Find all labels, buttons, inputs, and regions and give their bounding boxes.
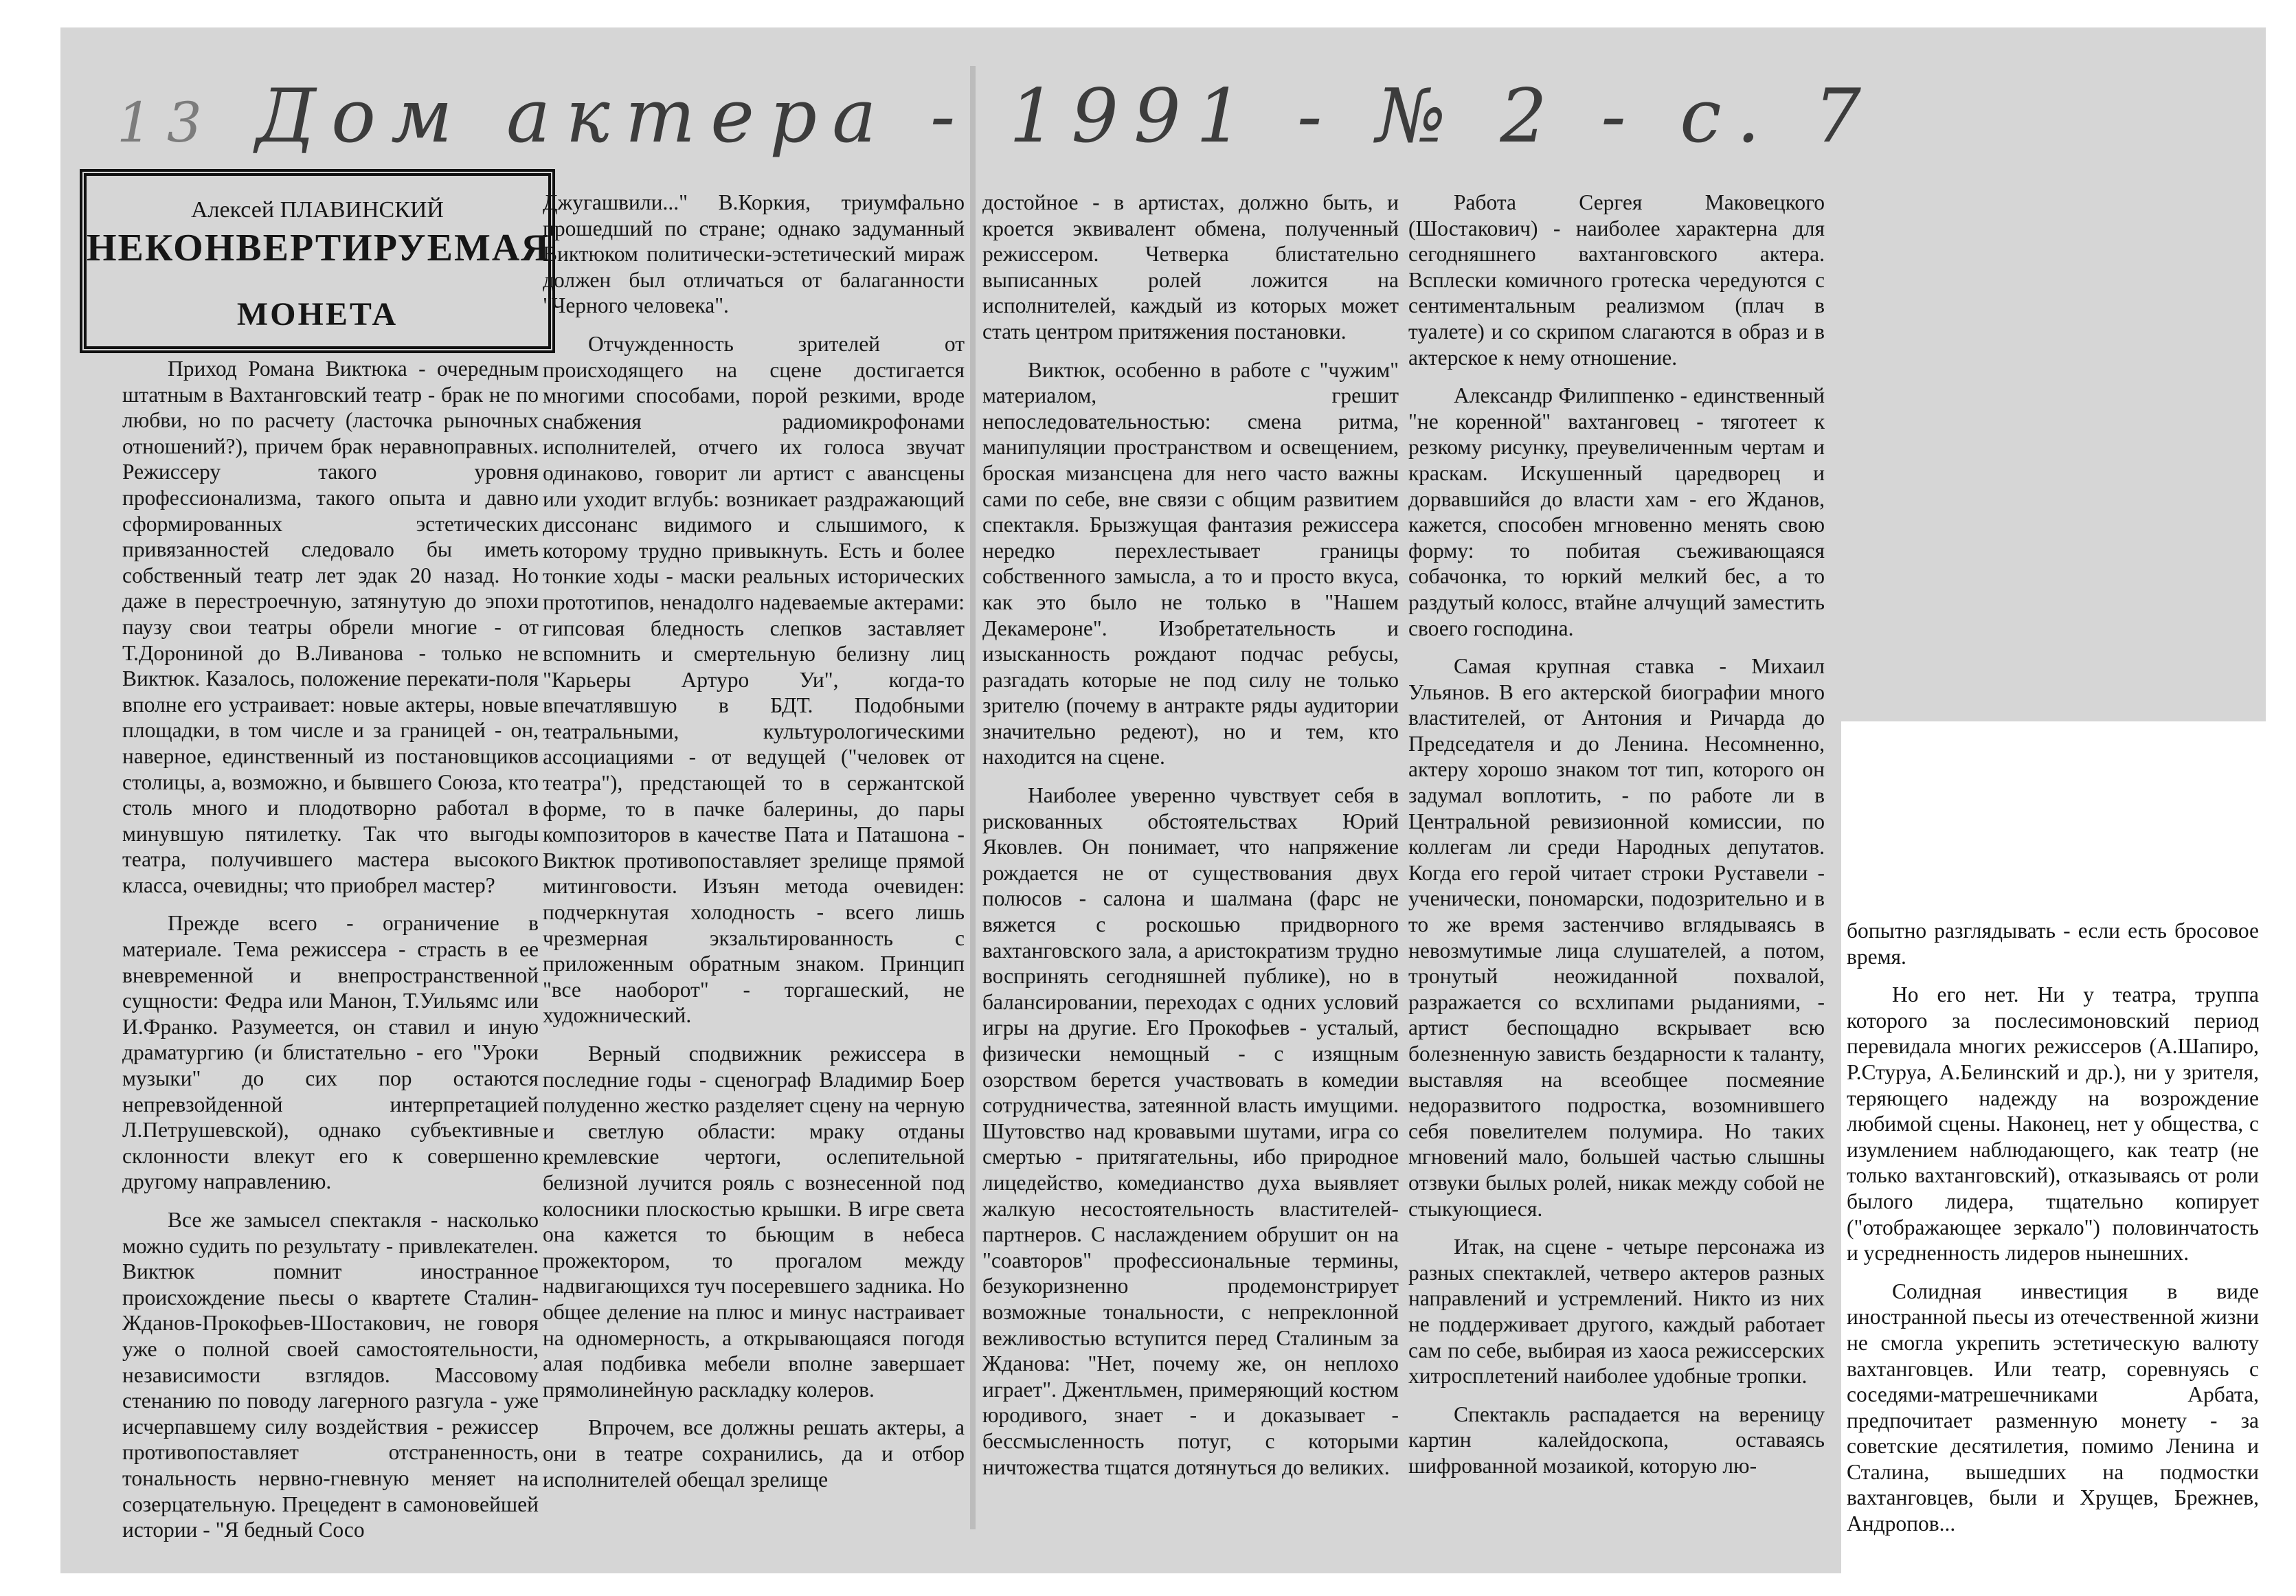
article-column-5 [1847,918,2259,1564]
paragraph: Работа Сергея Маковецкого (Шостакович) - наиболее характерна для сегодняшнего вахтанговского актера. Всплески комичного гротеска чередуются с сентиментальным реализмом (плач в туалете) и со скрипом слагаются в образ и в актерское к нему отношение. [1408,190,1825,370]
handwritten-source-note [117,69,1876,165]
headline-line-2: МОНЕТА [236,296,398,333]
article-column-1 [122,356,539,1551]
fold-line [970,66,976,1529]
paragraph: Александр Филиппенко - единственный "не коренной" вахтанговец - тяготеет к резкому рисунку, преувеличенным чертам и краскам. Искушенный царедворец и дорвавшийся до власти хам - его Жданов, кажется, способен мгновенно менять свою форму: то побитая съеживающаяся собачонка, то юркий мелкий бес, а то раздутый колосс, втайне алчущий заместить своего господина. [1408,383,1825,640]
paragraph: Отчужденность зрителей от происходящего на сцене достигается многими способами, порой резкими, вроде снабжения радиомикрофонами исполнителей, отчего их голоса звучат одинаково, говорит ли артист с авансцены или уходит вглубь: возникает раздражающий диссонанс видимого и слышимого, к которому трудно привыкнуть. Есть и более тонкие ходы - маски реальных исторических прототипов, ненадолго надеваемые актерами: гипсовая бледность слепков заставляет вспомнить и смертельную белизну лиц "Карьеры Артуро Уи", когда-то впечатлявшую в БДТ. Подобными театральными, культурологическими ассоциациями - от ведущей ("человек от театра"), предстающей то в сержантской форме, то в пачке балерины, до пары композиторов в качестве Пата и Паташона - Виктюк противопоставляет зрелище прямой митинговости. Изъян метода очевиден: подчеркнутая холодность - всего лишь чрезмерная экзальтированность с приложенным обратным знаком. Принцип "все наоборот" - торгашеский, не художнический. [543,331,965,1028]
paragraph: Итак, на сцене - четыре персонажа из разных спектаклей, четверо актеров разных направлений и устремлений. Никто из них не поддерживает другого, каждый работает сам по себе, выбирая из хаоса режиссерских хитросплетений наиболее удобные тропки. [1408,1235,1825,1389]
headline-box [84,173,551,349]
paragraph: бопытно разглядывать - если есть бросовое время. [1847,919,2259,969]
author-name: Алексей ПЛАВИНСКИЙ [191,197,444,223]
paragraph: Виктюк, особенно в работе с "чужим" материалом, грешит непоследовательностью: смена ритма, манипуляции пространством и освещением, броская мизансцена для него часто важны сами по себе, вне связи с общим развитием спектакля. Брызжущая фантазия режиссера нередко перехлестывает границы собственного замысла, а то и просто вкуса, как это было не только в "Нашем Декамероне". Изобретательность и изысканность рождают подчас ребусы, разгадать которые не под силу не только зрителю (почему в антракте ряды аудитории значительно редеют), но и тем, кто находится на сцене. [982,357,1399,769]
paragraph: Приход Романа Виктюка - очередным штатным в Вахтанговский театр - брак не по любви, но по расчету (ласточка рыночных отношений?), причем брак неравноправных. Режиссеру такого уровня профессионализма, такого опыта и давно сформированных эстетических привязанностей следовало бы иметь собственный театр лет эдак 20 назад. Но даже в перестроечную, затянутую до эпохи паузу свои театры обрели многие - от Т.Дорониной до В.Ливанова - только не Виктюк. Казалось, положение перекати-поля вполне его устраивает: новые актеры, новые площадки, в том числе и за границей - он, наверное, единственный из постановщиков столицы, а, возможно, и бывшего Союза, кто столь много и плодотворно работал в минувшую пятилетку. Так что выгоды театра, получившего мастера высокого класса, очевидны; что приобрел мастер? [122,357,539,897]
paragraph: Самая крупная ставка - Михаил Ульянов. В его актерской биографии много властителей, от Антония и Ричарда до Председателя и до Ленина. Несомненно, актеру хорошо знаком тот тип, которого он задумал воплотить, - по работе ли в Центральной ревизионной комиссии, по коллегам ли среди Народных депутатов. Когда его герой читает строки Руставели - ученически, пономарски, подозрительно и в то же время застенчиво вглядываясь в невозмутимые лица слушателей, а потом, тронутый неожиданной похвалой, разражается со всхлипами рыданиями, - артист беспощадно вскрывает всю болезненную зависть бездарности к таланту, выставляя на всеобщее посмеяние недоразвитого подростка, возомнившего себя повелителем полумира. Но таких мгновений мало, большей частью слышны отзвуки былых ролей, никак между собой не стыкующиеся. [1408,654,1825,1221]
paragraph: Спектакль распадается на вереницу картин калейдоскопа, оставаясь шифрованной мозаикой, которую лю- [1408,1402,1825,1478]
paragraph: Солидная инвестиция в виде иностранной пьесы из отечественной жизни не смогла укрепить эстетическую валюту вахтанговцев. Или театр, соревнуясь с соседями-матрешечниками Арбата, предпочитает разменную монету - за советские десятилетия, помимо Ленина и Сталина, вышедших на подмостки вахтанговцев, были и Хрущев, Брежнев, Андропов... [1847,1279,2259,1536]
paragraph: Джугашвили..." В.Коркия, триумфально прошедший по стране; однако задуманный Виктюком политически-эстетический мираж должен был отличаться от балаганности "Черного человека". [543,190,965,318]
article-column-3 [982,190,1399,1557]
paragraph: Наиболее уверенно чувствует себя в рискованных обстоятельствах Юрий Яковлев. Он понимает, что напряжение рождается не от существования двух полюсов - салона и шалмана (фарс не вяжется с роскошью придворного вахтанговского зала, а аристократизм трудно воспринять сегодняшней публике), но в балансировании, переходах с одних условий игры на другие. Его Прокофьев - усталый, физически немощный - с изящным озорством берется участвовать в комедии сотрудничества, затеянной власть имущими. Шутовство над кровавыми шутами, игра со смертью - притягательны, ибо природное лицедейство, комедианство духа выявляет жалкую несостоятельность властителей-партнеров. С наслаждением обрушит он на "соавторов" профессиональные термины, безукоризненно продемонстрирует возможные тональности, с непреклонной вежливостью вступится перед Сталиным за Жданова: "Нет, почему же, он неплохо играет". Джентльмен, примеряющий костюм юродивого, знает - и доказывает - бессмысленность потуг, с которыми ничтожества тщатся дотянуться до великих. [982,783,1399,1479]
article-column-2 [543,190,965,1557]
paragraph: Впрочем, все должны решать актеры, а они в театре сохранились, да и отбор исполнителей обещал зрелище [543,1415,965,1492]
headline-line-1: НЕКОНВЕРТИРУЕМАЯ [87,227,550,269]
paragraph: достойное - в артистах, должно быть, и кроется эквивалент обмена, полученный режиссером. Четверка блистательно выписанных ролей ложится на исполнителей, каждый из которых может стать центром притяжения постановки. [982,190,1399,344]
article-column-4 [1408,190,1825,1557]
paragraph: Все же замысел спектакля - насколько можно судить по результату - привлекателен. Виктюк помнит иностранное происхождение пьесы о квартете Сталин-Жданов-Прокофьев-Шостакович, не говоря уже о полной своей самостоятельности, независимости взглядов. Массовому стенанию по поводу лагерного разгула - уже исчерпавшему силу воздействия - режиссер противопоставляет отстраненность, тональность нервно-гневную меняет на созерцательную. Прецедент в самоновейшей истории - "Я бедный Сосо [122,1208,539,1542]
paragraph: Но его нет. Ни у театра, труппа которого за послесимоновский период перевидала многих режиссеров (А.Шапиро, Р.Стуруа, А.Белинский и др.), ни у зрителя, теряющего надежду на возрождение любимой сцены. Наконец, нет у общества, с изумлением наблюдающего, как театр (не только вахтанговский), отказываясь от роли былого лидера, тщательно копирует ("отображающее зеркало") половинчатость и усредненность лидеров нынешних. [1847,982,2259,1266]
paragraph: Прежде всего - ограничение в материале. Тема режиссера - страсть в ее вневременной и внепространственной сущности: Федра или Манон, Т.Уильямс или И.Франко. Разумеется, он ставил и иную драматургию (и блистательно - его "Уроки музыки" до сих пор остаются непревзойденной интерпретацией Л.Петрушевской), однако субъективные склонности влекут его к совершенно другому направлению. [122,911,539,1194]
handwritten-source: Дом актера - 1991 - № 2 - с. 7 [256,74,1876,159]
paragraph: Верный сподвижник режиссера в последние годы - сценограф Владимир Боер полуденно жестко разделяет сцену на черную и светлую области: мраку отданы кремлевские чертоги, ослепительной белизной лучится рояль с вознесенной под колосники плоскостью крышки. В игре света она кажется то бьющим в небеса прожектором, то прогалом между надвигающихся туч посеревшего задника. Но общее деление на плюс и минус настраивает на одномерность, а открывающаяся погодя алая подбивка мебели вполне завершает прямолинейную раскладку колеров. [543,1042,965,1402]
handwritten-number: 13 [117,91,217,155]
